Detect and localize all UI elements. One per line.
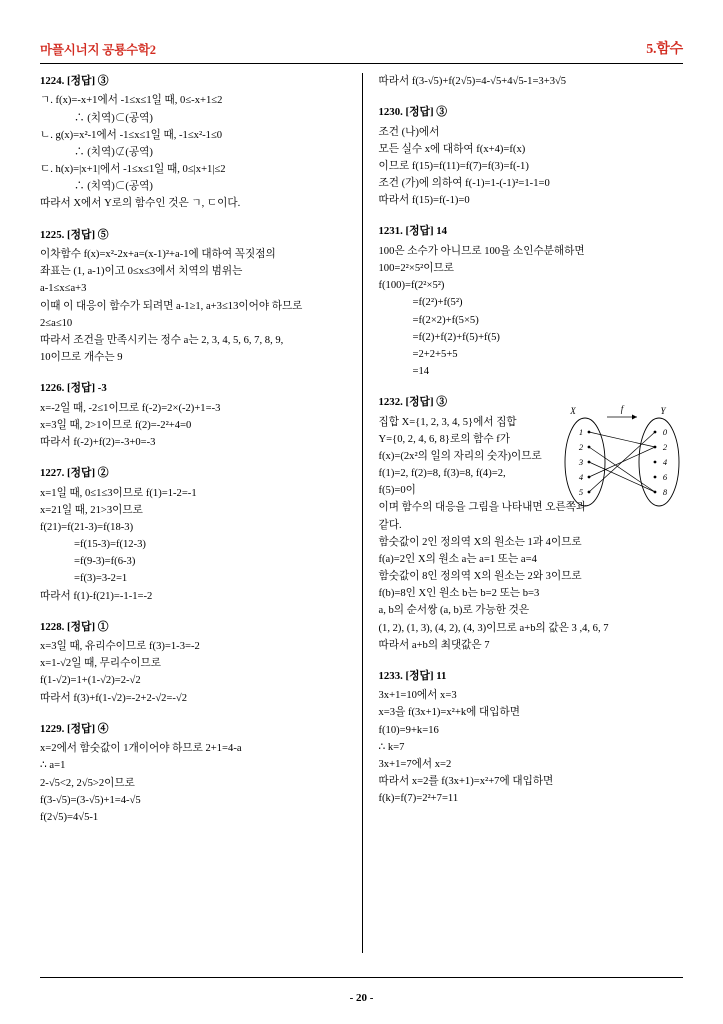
solution-line: f(k)=f(7)=2²+7=11 [378, 793, 459, 805]
solution-block [40, 721, 348, 826]
solution-block [40, 380, 348, 451]
solution-line: f(2√5)=4√5-1 [40, 811, 99, 823]
solution-line: =f(15-3)=f(12-3) [74, 539, 146, 551]
solution-block [379, 668, 684, 808]
solution-line: ∴ (치역)⊂(공역) [74, 112, 153, 124]
svg-text:1: 1 [578, 427, 584, 438]
solution-line: x=3일 때, 2>1이므로 f(2)=-2²+4=0 [40, 419, 192, 431]
solution-line: x=1일 때, 0≤1≤3이므로 f(1)=1-2=-1 [40, 487, 197, 499]
solution-line: 2-√5<2, 2√5>2이므로 [40, 777, 135, 789]
solution-line: f(21)=f(21-3)=f(18-3) [40, 521, 134, 533]
solution-line: x=21일 때, 21>3이므로 [40, 504, 143, 516]
svg-text:6: 6 [662, 472, 668, 483]
content-columns [40, 73, 683, 953]
solution-line: x=2에서 함숫값이 1개이어야 하므로 2+1=4-a [40, 743, 242, 755]
solution-heading: 1226. [정답] -3 [40, 382, 107, 395]
svg-text:X: X [570, 406, 576, 417]
page-header [40, 38, 683, 61]
solution-block [379, 73, 684, 90]
solution-line: 조건 (가)에 의하여 f(-1)=1-(-1)²=1-1=0 [378, 178, 550, 190]
solution-line: f(3-√5)=(3-√5)+1=4-√5 [40, 794, 141, 806]
solution-line: 이차함수 f(x)=x²-2x+a=(x-1)²+a-1에 대하여 꼭짓점의 [40, 249, 276, 261]
svg-text:Y: Y [660, 406, 666, 417]
solution-line: 모든 실수 x에 대하여 f(x+4)=f(x) [378, 143, 526, 155]
header-rule [40, 63, 683, 64]
solution-line: ∴ (치역)⊄(공역) [74, 146, 153, 158]
solution-block [40, 619, 348, 707]
solution-line: =14 [412, 366, 430, 377]
solution-line: f(10)=9+k=16 [378, 724, 439, 736]
solution-heading: 1227. [정답] ② [40, 467, 109, 480]
solution-line: Y={0, 2, 4, 6, 8}로의 함수 f가 [378, 433, 510, 445]
solution-line: f(a)=2인 X의 원소 a는 a=1 또는 a=4 [378, 553, 537, 565]
header-book-title: 마플시너지 공룡수학2 [40, 43, 156, 57]
svg-text:2: 2 [578, 442, 584, 453]
svg-text:4: 4 [662, 457, 668, 468]
solution-heading: 1231. [정답] 14 [378, 225, 448, 238]
solution-block [40, 465, 348, 605]
svg-text:8: 8 [662, 487, 668, 498]
svg-text:f: f [620, 404, 624, 415]
solution-line: a, b의 순서쌍 (a, b)로 가능한 것은 [378, 605, 530, 617]
solution-line: 같다. [378, 519, 402, 531]
solution-line: 3x+1=10에서 x=3 [378, 690, 457, 702]
solution-line: 이므로 f(15)=f(11)=f(7)=f(3)=f(-1) [378, 160, 529, 172]
solution-line: 3x+1=7에서 x=2 [378, 758, 452, 770]
solution-line: x=3일 때, 유리수이므로 f(3)=1-3=-2 [40, 641, 200, 653]
solution-line: ㄱ. f(x)=-x+1에서 -1≤x≤1일 때, 0≤-x+1≤2 [40, 95, 223, 107]
solution-line: ∴ a=1 [40, 760, 66, 772]
solution-block [379, 104, 684, 209]
svg-text:3: 3 [578, 457, 584, 468]
solution-heading: 1230. [정답] ③ [378, 106, 448, 119]
solution-line: 이때 이 대응이 함수가 되려면 a-1≥1, a+3≤13이어야 하므로 [40, 300, 303, 312]
solution-line: 10이므로 개수는 9 [40, 352, 123, 363]
function-mapping-diagram [559, 400, 687, 520]
solution-line: 100=2²×5²이므로 [378, 263, 454, 275]
header-chapter-title: 5.함수 [646, 42, 683, 57]
solution-heading: 1229. [정답] ④ [40, 722, 109, 735]
solution-line: ∴ k=7 [378, 741, 405, 753]
solution-line: 2≤a≤10 [40, 317, 73, 329]
solution-line: x=3을 f(3x+1)=x²+k에 대입하면 [378, 707, 520, 719]
solution-heading: 1225. [정답] ⑤ [40, 228, 109, 241]
solution-line: =f(9-3)=f(6-3) [74, 556, 136, 568]
solution-line: x=-2일 때, -2≤1이므로 f(-2)=2×(-2)+1=-3 [40, 402, 221, 414]
page-number: - 20 - [349, 992, 374, 1004]
solution-block [40, 73, 348, 213]
solution-line: =f(3)=3-2=1 [74, 573, 128, 585]
solution-line: f(b)=8인 X인 원소 b는 b=2 또는 b=3 [378, 588, 540, 600]
footer-rule [40, 977, 683, 978]
solution-line: ∴ (치역)⊂(공역) [74, 181, 153, 193]
solution-line: 따라서 f(3-√5)+f(2√5)=4-√5+4√5-1=3+3√5 [378, 76, 567, 87]
solution-line: =f(2²)+f(5²) [412, 297, 463, 309]
solution-line: a-1≤x≤a+3 [40, 283, 87, 295]
solution-line: 따라서 x=2를 f(3x+1)=x²+7에 대입하면 [378, 776, 554, 788]
solution-heading: 1228. [정답] ① [40, 620, 109, 633]
solution-line: =2+2+5+5 [412, 348, 458, 360]
solution-line: f(x)=(2x²의 일의 자리의 숫자)이므로 [378, 450, 542, 462]
svg-text:5: 5 [578, 487, 584, 498]
solution-line: 조건 (나)에서 [378, 126, 440, 138]
solution-line: f(1)=2, f(2)=8, f(3)=8, f(4)=2, [378, 468, 506, 480]
solution-line: 좌표는 (1, a-1)이고 0≤x≤3에서 치역의 범위는 [40, 266, 243, 278]
solution-heading: 1232. [정답] ③ [378, 396, 448, 409]
solution-line: f(100)=f(2²×5²) [378, 280, 445, 292]
solution-line: =f(2×2)+f(5×5) [412, 314, 479, 326]
solution-line: 따라서 f(-2)+f(2)=-3+0=-3 [40, 436, 156, 448]
solution-line: x=1-√2일 때, 무리수이므로 [40, 658, 162, 670]
solution-line: 집합 X={1, 2, 3, 4, 5}에서 집합 [378, 416, 517, 428]
solution-line: ㄷ. h(x)=|x+1|에서 -1≤x≤1일 때, 0≤|x+1|≤2 [40, 164, 226, 176]
right-column [362, 73, 684, 953]
solution-line: 함숫값이 2인 정의역 X의 원소는 1과 4이므로 [378, 536, 582, 548]
svg-text:4: 4 [578, 472, 584, 483]
solution-line: 따라서 f(15)=f(-1)=0 [378, 195, 470, 207]
solution-line: =f(2)+f(2)+f(5)+f(5) [412, 331, 500, 343]
solution-line: f(1-√2)=1+(1-√2)=2-√2 [40, 675, 141, 687]
solution-block [379, 394, 684, 654]
solution-line: 따라서 조건을 만족시키는 정수 a는 2, 3, 4, 5, 6, 7, 8, 9, [40, 334, 284, 346]
solution-line: ㄴ. g(x)=x²-1에서 -1≤x≤1일 때, -1≤x²-1≤0 [40, 129, 223, 141]
solution-block [379, 223, 684, 380]
solution-line: 따라서 f(1)-f(21)=-1-1=-2 [40, 590, 153, 602]
solution-line: 이며 함수의 대응을 그림을 나타내면 오른쪽과 [378, 502, 587, 514]
solution-line: 따라서 X에서 Y로의 함수인 것은 ㄱ, ㄷ이다. [40, 198, 241, 210]
left-column [40, 73, 362, 953]
svg-text:2: 2 [662, 442, 668, 453]
solution-line: 함숫값이 8인 정의역 X의 원소는 2와 3이므로 [378, 571, 582, 583]
svg-text:0: 0 [662, 427, 668, 438]
solution-block [40, 227, 348, 367]
solution-line: f(5)=0이 [378, 485, 416, 497]
solution-line: (1, 2), (1, 3), (4, 2), (4, 3)이므로 a+b의 값은 3 ,4, 6, 7 [378, 622, 609, 634]
solution-heading: 1224. [정답] ③ [40, 75, 109, 87]
solution-heading: 1233. [정답] 11 [378, 669, 447, 682]
solution-line: 따라서 f(3)+f(1-√2)=-2+2-√2=-√2 [40, 692, 188, 704]
solution-line: 따라서 a+b의 최댓값은 7 [378, 639, 490, 651]
solution-line: 100은 소수가 아니므로 100을 소인수분해하면 [378, 245, 585, 257]
